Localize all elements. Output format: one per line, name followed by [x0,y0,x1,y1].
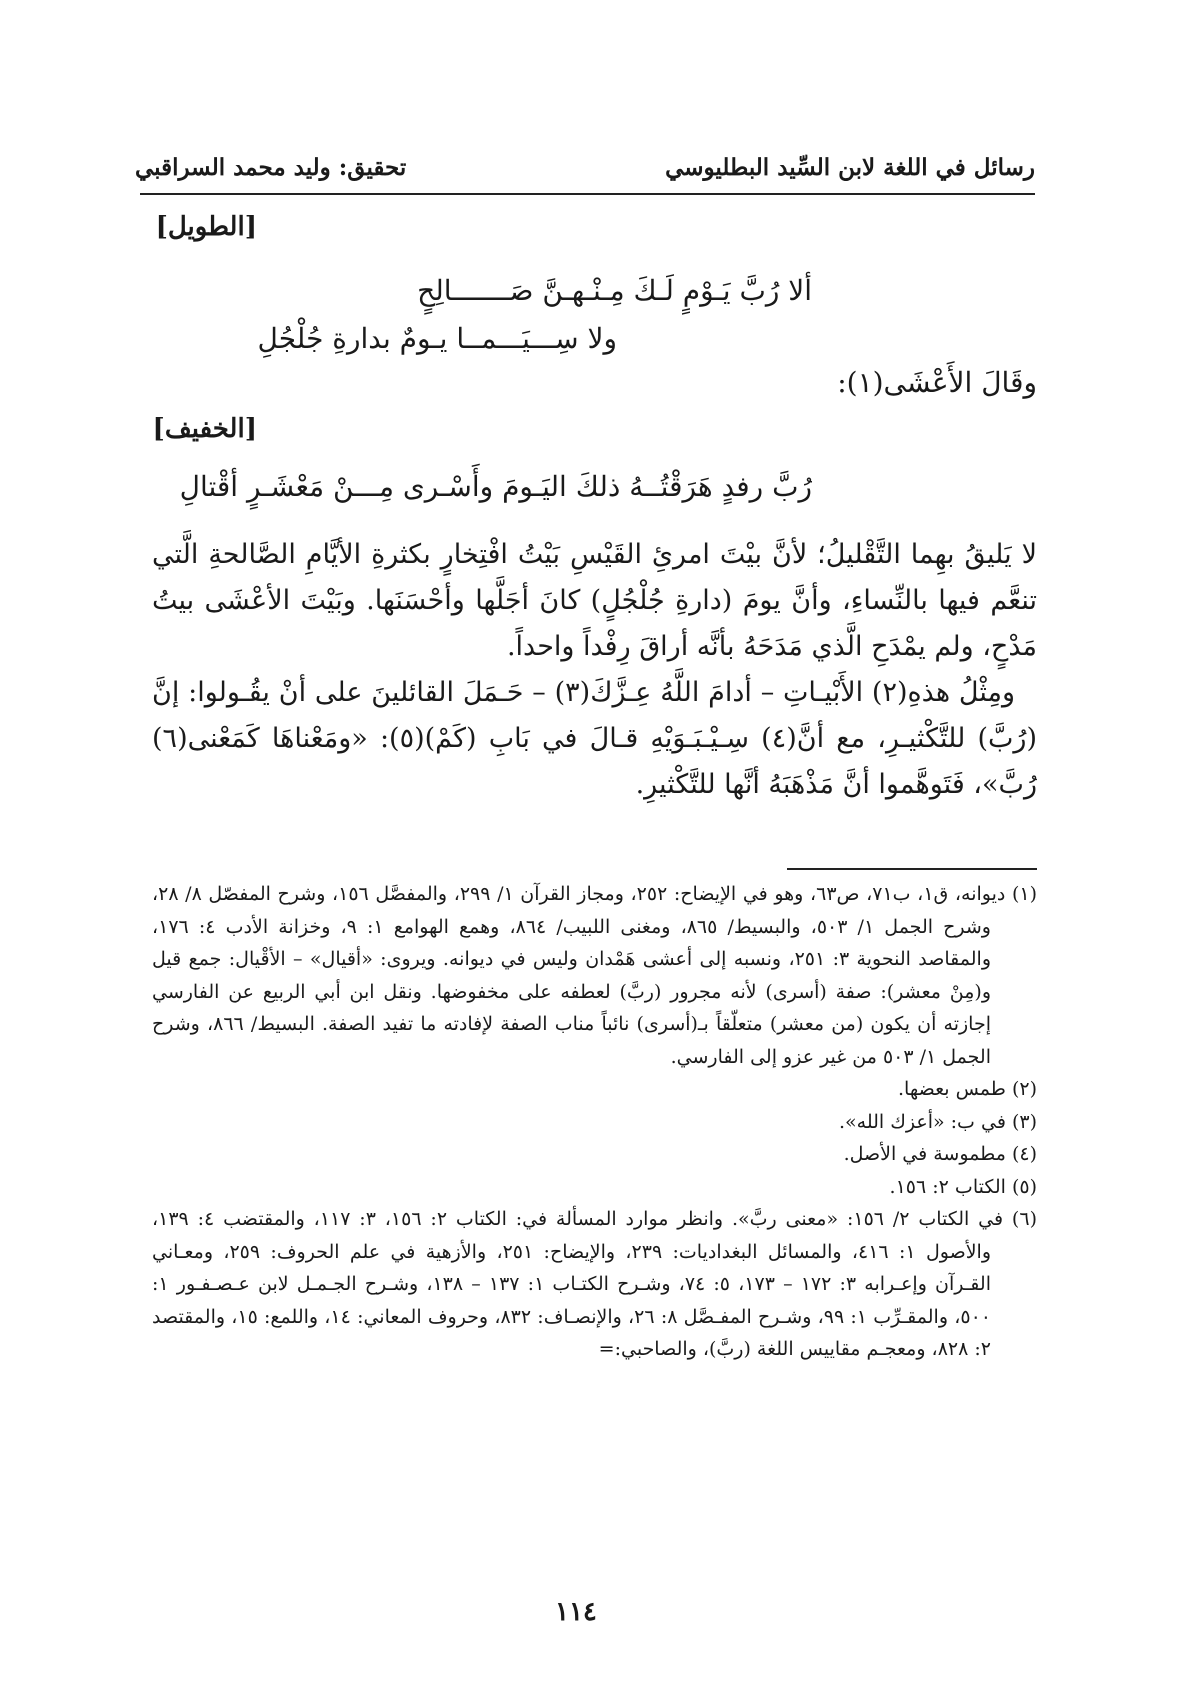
verse-1-line-2: ولا سِـــيَـــمــا يـومٌ بدارةِ جُلْجُلِ [257,322,617,355]
verse-2: رُبَّ رفدٍ هَرَقْتُــهُ ذلكَ اليَـومَ وأَسْـرى مِـــنْ مَعْشَـرٍ أقْتالِ [179,470,812,503]
page-number: ١١٤ [555,1597,597,1627]
footnote-rule [787,868,1037,870]
paragraph-1: لا يَليقُ بهِما التَّقْليلُ؛ لأنَّ بيْتَ امرئِ القَيْسِ بَيْتُ افْتِخارٍ بكثرةِ الأيَّامِ الصَّالحةِ الَّتي تنعَّم فيها بالنِّساءِ، وأنَّ يومَ (دارةِ جُلْجُلٍ) كانَ أجَلَّها وأحْسَنَها. وبَيْتَ الأعْشَى بيتُ مَدْحٍ، ولم يمْدَحِ الَّذي مَدَحَهُ بأنَّه أراقَ رِفْداً واحداً. [152,539,1037,662]
footnote-5: (٥) الكتاب ٢: ١٥٦. [889,1175,1037,1198]
verse-2-intro: وقَالَ الأَعْشَى(١): [837,366,1037,399]
book-title: رسائل في اللغة لابن السِّيد البطليوسي [665,154,1035,181]
footnote-3: (٣) في ب: «أعزك الله». [838,1110,1037,1133]
header-rule [140,193,1035,195]
footnote-4: (٤) مطموسة في الأصل. [843,1143,1037,1165]
verse-1-line-1: ألا رُبَّ يَـوْمٍ لَـكَ مِـنْـهـنَّ صَـــــــالِحٍ [417,274,812,307]
footnote-2: (٢) طمس بعضها. [898,1078,1037,1100]
editor-credit: تحقيق: وليد محمد السراقبي [135,154,407,181]
meter-label-khafif: [الخفيف] [152,414,257,444]
paragraph-2: ومِثْلُ هذهِ(٢) الأَبْيـاتِ – أدامَ اللَّهُ عِـزَّكَ(٣) – حَـمَلَ القائلينَ على أنْ يقُـولوا: إنَّ (رُبَّ) للتَّكْثيـرِ، مع أنَّ(٤) سِـيْـبَـوَيْهِ قـالَ في بَابِ (كَمْ)(٥): «ومَعْناهَا كَمَعْنى(٦) رُبَّ»، فَتَوهَّموا أنَّ مَذْهَبَهُ أنَّها للتَّكْثيرِ. [152,677,1037,800]
meter-label-tawil: [الطويل] [155,212,257,242]
main-text [152,532,1037,808]
footnotes [152,878,1037,1366]
footnote-1: (١) ديوانه، ق١، ب٧١، ص٦٣، وهو في الإيضاح: ٢٥٢، ومجاز القرآن ١/ ٢٩٩، والمفصَّل ١٥٦، وشرح المفصّل ٨/ ٢٨، وشرح الجمل ١/ ٥٠٣، والبسيط/ ٨٦٥، ومغنى اللبيب/ ٨٦٤، وهمع الهوامع ١: ٩، وخزانة الأدب ٤: ١٧٦، والمقاصد النحوية ٣: ٢٥١، ونسبه إلى أعشى هَمْدان وليس في ديوانه. ويروى: «أقيال» – الأقْيال: جمع قيل و(مِنْ معشر): صفة (أسرى) لأنه مجرور (ربَّ) لعطفه على مخفوضها. ونقل ابن أبي الربيع عن الفارسي إجازته أن يكون (من معشر) متعلّقاً بـ(أسرى) نائباً مناب الصفة لإفادته ما تفيد الصفة. البسيط/ ٨٦٦، وشرح الجمل ١/ ٥٠٣ من غير عزو إلى الفارسي. [152,883,1037,1068]
footnote-6: (٦) في الكتاب ٢/ ١٥٦: «معنى ربَّ». وانظر موارد المسألة في: الكتاب ٢: ١٥٦، ٣: ١١٧، والمقتضب ٤: ١٣٩، والأصول ١: ٤١٦، والمسائل البغداديات: ٢٣٩، والإيضاح: ٢٥١، والأزهية في علم الحروف: ٢٥٩، ومعـاني القـرآن وإعـرابه ٣: ١٧٢ – ١٧٣، ٥: ٧٤، وشـرح الكتـاب ١: ١٣٧ – ١٣٨، وشـرح الجـمـل لابن عـصـفـور ١: ٥٠٠، والمقـرِّب ١: ٩٩، وشـرح المفـصَّل ٨: ٢٦، والإنصـاف: ٨٣٢، وحروف المعاني: ١٤، واللمع: ١٥، والمقتصد ٢: ٨٢٨، ومعجـم مقاييس اللغة (ربَّ)، والصاحبي:= [152,1208,1037,1360]
running-header [135,150,1035,190]
